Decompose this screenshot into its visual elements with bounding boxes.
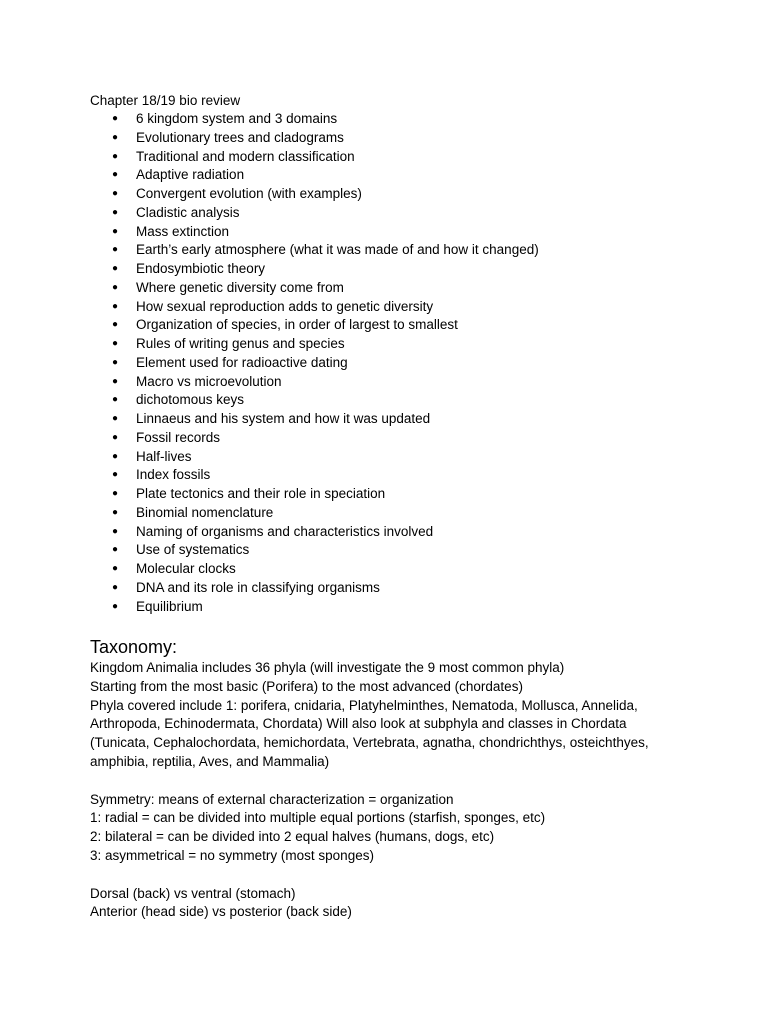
body-text-line: Dorsal (back) vs ventral (stomach) — [90, 885, 296, 901]
topic-text: Linnaeus and his system and how it was updated — [136, 411, 431, 426]
bullet-icon: ● — [112, 394, 119, 406]
body-text-line: Phyla covered include 1: porifera, cnidaria, Platyhelminthes, Nematoda, Mollusca, Annelida, — [90, 697, 638, 713]
topic-text: Convergent evolution (with examples) — [136, 186, 362, 201]
bullet-icon: ● — [112, 281, 119, 293]
topic-text: Mass extinction — [136, 223, 230, 239]
topic-text: Where genetic diversity come from — [136, 279, 344, 295]
bullet-icon: ● — [112, 206, 119, 218]
bullet-icon: ● — [112, 506, 119, 518]
bullet-icon: ● — [112, 188, 119, 199]
body-text-line: (Tunicata, Cephalochordata, hemichordata, Vertebrata, agnatha, chondrichthys, osteichthyes, — [90, 735, 649, 751]
body-text-line: Symmetry: means of external characterization = organization — [90, 791, 454, 807]
body-text-line: Anterior (head side) vs posterior (back side) — [90, 904, 352, 920]
bullet-icon: ● — [112, 244, 119, 256]
body-text-line: Kingdom Animalia includes 36 phyla (will investigate the 9 most common phyla) — [90, 660, 565, 675]
topic-text: Plate tectonics and their role in speciation — [136, 486, 386, 501]
body-text-line: 3: asymmetrical = no symmetry (most sponges) — [90, 847, 374, 863]
topic-text: Earth’s early atmosphere (what it was made of and how it changed) — [136, 242, 539, 258]
topic-text: Molecular clocks — [136, 561, 236, 576]
bullet-icon: ● — [112, 300, 119, 312]
topic-text: dichotomous keys — [136, 392, 245, 408]
bullet-icon: ● — [112, 563, 119, 574]
body-text-line: amphibia, reptilia, Aves, and Mammalia) — [90, 753, 330, 769]
paragraph-spacer — [90, 866, 649, 885]
topic-text: Rules of writing genus and species — [136, 336, 345, 351]
topic-text: Adaptive radiation — [136, 167, 245, 183]
bullet-icon: ● — [112, 113, 119, 124]
topic-text: Index fossils — [136, 467, 211, 483]
bullet-icon: ● — [112, 600, 119, 612]
body-text-line: Arthropoda, Echinodermata, Chordata) Will also look at subphyla and classes in Chordata — [90, 716, 627, 732]
bullet-icon: ● — [112, 581, 119, 593]
body-text-line: 2: bilateral = can be divided into 2 equal halves (humans, dogs, etc) — [90, 829, 495, 845]
bullet-icon: ● — [112, 356, 119, 368]
topic-text: Equilibrium — [136, 598, 203, 614]
bullet-icon: ● — [112, 225, 119, 237]
bullet-icon: ● — [112, 544, 119, 556]
bullet-icon: ● — [112, 431, 119, 443]
topic-text: Half-lives — [136, 448, 192, 464]
bullet-icon: ● — [112, 131, 119, 143]
bullet-icon: ● — [112, 263, 119, 274]
bullet-icon: ● — [112, 338, 119, 349]
body-text-line: 1: radial = can be divided into multiple equal portions (starfish, sponges, etc) — [90, 810, 546, 826]
bullet-icon: ● — [112, 469, 119, 481]
bullet-icon: ● — [112, 525, 119, 537]
topic-text: Evolutionary trees and cladograms — [136, 129, 344, 145]
topic-text: Traditional and modern classification — [136, 148, 355, 164]
topic-text: Macro vs microevolution — [136, 373, 282, 389]
topic-text: Cladistic analysis — [136, 204, 240, 220]
bullet-icon: ● — [112, 413, 119, 424]
document-title: Chapter 18/19 bio review — [90, 93, 241, 108]
topic-text: Element used for radioactive dating — [136, 354, 348, 370]
bullet-icon: ● — [112, 450, 119, 462]
topic-text: Fossil records — [136, 429, 221, 445]
topic-text: Use of systematics — [136, 542, 250, 558]
topic-text: Endosymbiotic theory — [136, 261, 266, 276]
topic-text: Binomial nomenclature — [136, 504, 274, 520]
taxonomy-body — [90, 659, 649, 922]
bullet-icon: ● — [112, 319, 119, 331]
bullet-icon: ● — [112, 150, 119, 162]
topic-text: 6 kingdom system and 3 domains — [136, 111, 338, 126]
taxonomy-heading: Taxonomy: — [90, 637, 178, 657]
topic-text: Organization of species, in order of largest to smallest — [136, 317, 458, 333]
bullet-icon: ● — [112, 488, 119, 499]
topic-text: How sexual reproduction adds to genetic diversity — [136, 298, 434, 314]
body-text-line: Starting from the most basic (Porifera) to the most advanced (chordates) — [90, 678, 523, 694]
bullet-icon: ● — [112, 375, 119, 387]
topic-text: DNA and its role in classifying organisms — [136, 579, 380, 595]
paragraph-spacer — [90, 772, 649, 791]
topic-text: Naming of organisms and characteristics involved — [136, 523, 434, 539]
bullet-icon: ● — [112, 169, 119, 181]
